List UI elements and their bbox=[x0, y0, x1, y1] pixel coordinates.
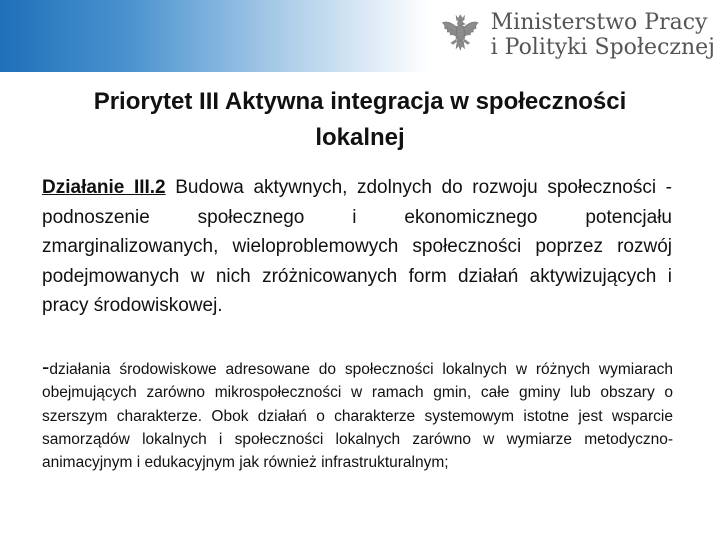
action-text: Budowa aktywnych, zdolnych do rozwoju społeczności - podnoszenie społecznego i ekonomicznego potencjału zmarginalizowanych, wieloproblemowych społeczności poprzez rozwój podejmowanych w nich zróżnicowanych form działań aktywizujących i pracy środowiskowej. bbox=[42, 177, 672, 316]
eagle-emblem-icon bbox=[440, 4, 481, 66]
ministry-name bbox=[491, 10, 715, 60]
ministry-name-line1: Ministerstwo Pracy bbox=[490, 10, 708, 35]
description-paragraph bbox=[42, 355, 673, 474]
description-dash: - bbox=[42, 354, 50, 379]
action-paragraph bbox=[42, 173, 672, 321]
slide-title bbox=[40, 84, 680, 156]
header-gradient-band bbox=[0, 0, 430, 72]
slide-title-line2: lokalnej bbox=[315, 124, 405, 151]
ministry-name-line2: i Polityki Społecznej bbox=[490, 35, 715, 60]
description-text: działania środowiskowe adresowane do społeczności lokalnych w różnych wymiarach obejmujących zarówno mikrospołeczności w ramach gmin, całe gminy lub obszary o szerszym charakterze. Obok działań o charakterze systemowym istotne jest wsparcie samorządów lokalnych i społeczności lokalnych zarówno w wymiarze metodyczno-animacyjnym i edukacyjnym jak również infrastrukturalnym; bbox=[42, 361, 673, 472]
slide-title-line1: Priorytet III Aktywna integracja w społeczności bbox=[93, 88, 627, 115]
ministry-logo bbox=[440, 2, 715, 68]
action-label: Działanie III.2 bbox=[42, 177, 166, 198]
